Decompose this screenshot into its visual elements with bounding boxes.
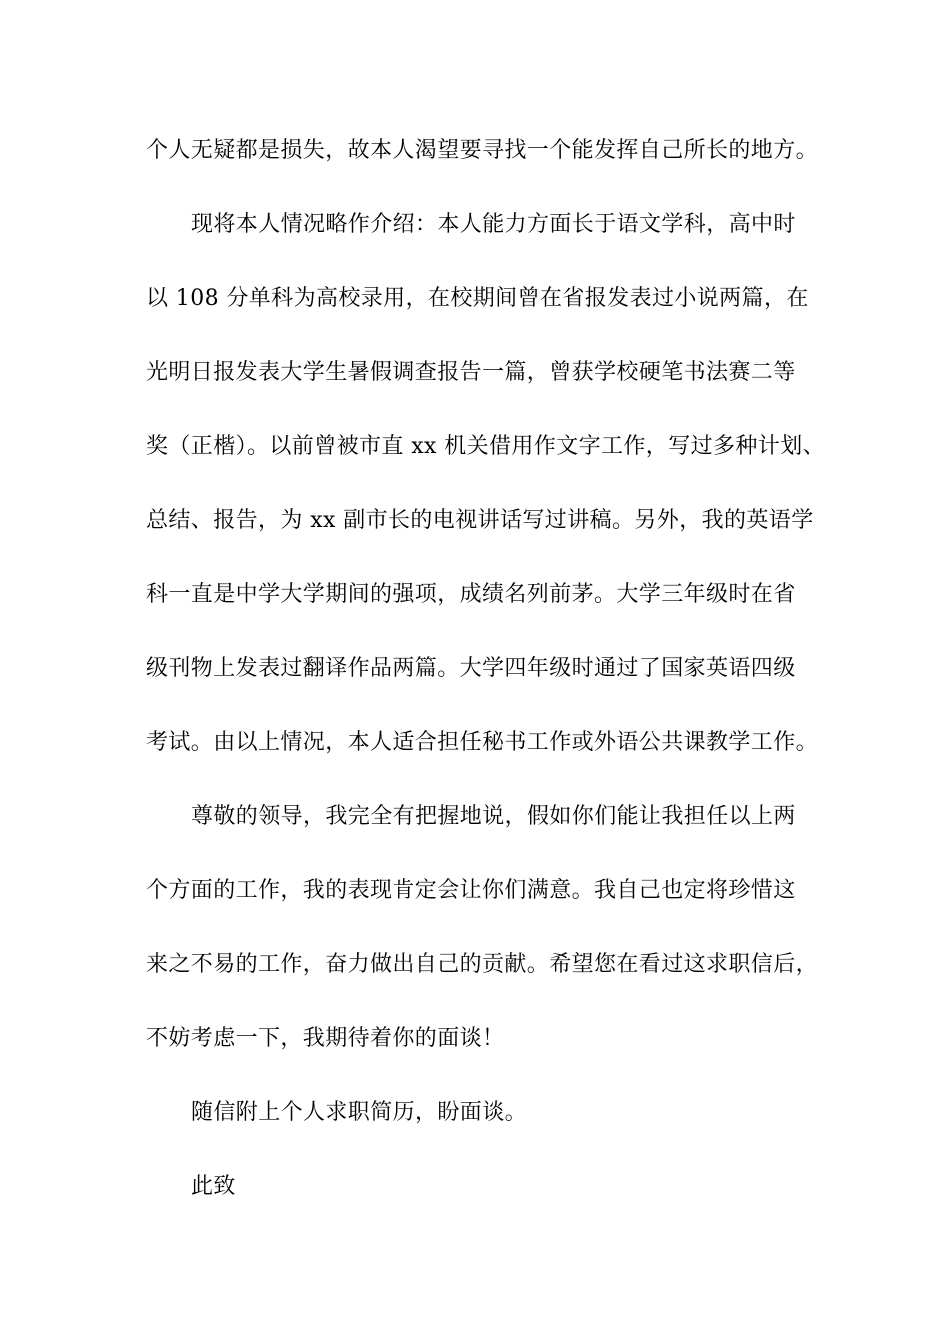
- text-line: 个方面的工作，我的表现肯定会让你们满意。我自己也定将珍惜这: [146, 878, 796, 903]
- text-line: 级刊物上发表过翻译作品两篇。大学四年级时通过了国家英语四级: [146, 656, 796, 681]
- text-line: 科一直是中学大学期间的强项，成绩名列前茅。大学三年级时在省: [146, 582, 796, 607]
- text-line: 来之不易的工作，奋力做出自己的贡献。希望您在看过这求职信后，: [146, 952, 819, 977]
- text-line: 奖（正楷）。以前曾被市直 xx 机关借用作文字工作，写过多种计划、: [146, 434, 826, 459]
- text-line: 个人无疑都是损失，故本人渴望要寻找一个能发挥自己所长的地方。: [146, 138, 819, 163]
- text-line: 尊敬的领导，我完全有把握地说，假如你们能让我担任以上两: [191, 804, 796, 829]
- text-line: 总结、报告，为 xx 副市长的电视讲话写过讲稿。另外，我的英语学: [146, 508, 814, 533]
- text-line: 现将本人情况略作介绍：本人能力方面长于语文学科，高中时: [191, 212, 796, 237]
- text-line: 考试。由以上情况，本人适合担任秘书工作或外语公共课教学工作。: [146, 730, 819, 755]
- text-line: 随信附上个人求职简历，盼面谈。: [191, 1100, 528, 1125]
- text-line: 光明日报发表大学生暑假调查报告一篇，曾获学校硬笔书法赛二等: [146, 360, 796, 385]
- text-line: 此致: [191, 1174, 236, 1199]
- text-line: 不妨考虑一下，我期待着你的面谈！: [146, 1026, 505, 1051]
- text-line: 以 108 分单科为高校录用，在校期间曾在省报发表过小说两篇，在: [146, 286, 809, 311]
